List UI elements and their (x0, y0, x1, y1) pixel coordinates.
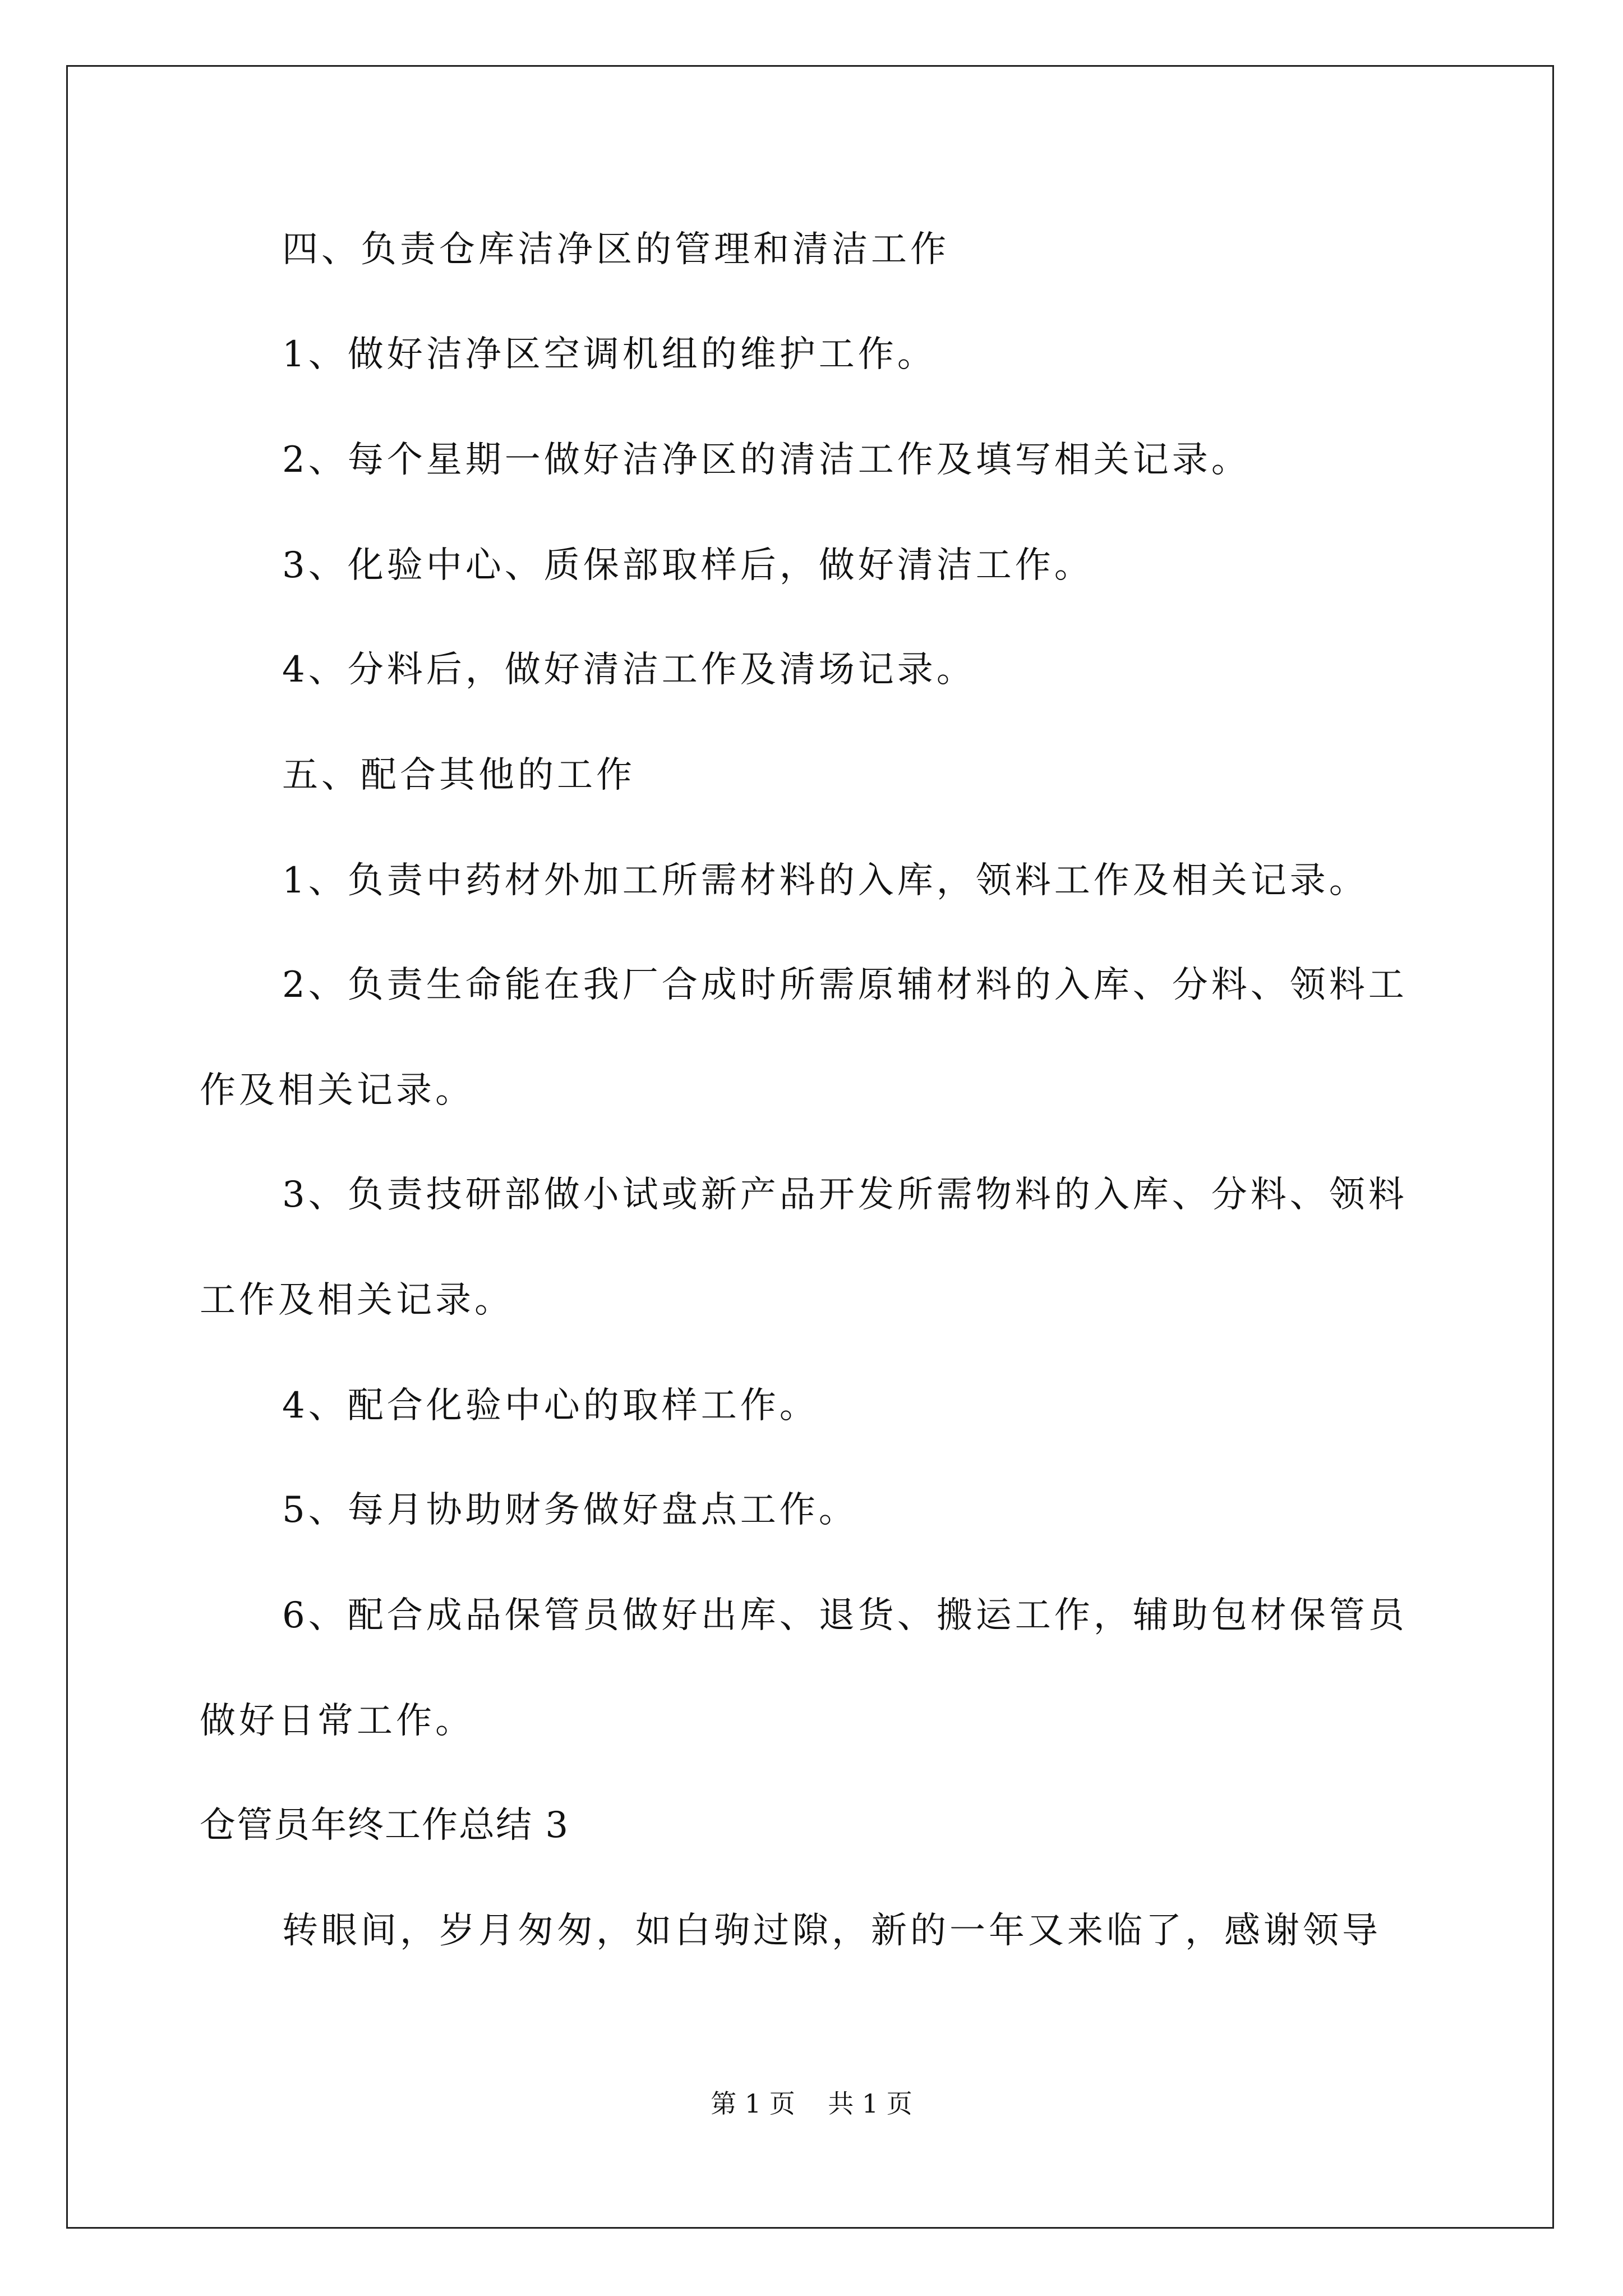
paragraph-line: 1、做好洁净区空调机组的维护工作。 (282, 334, 937, 375)
paragraph-line: 2、每个星期一做好洁净区的清洁工作及填写相关记录。 (282, 439, 1251, 481)
paragraph-line-continued: 做好日常工作。 (200, 1700, 474, 1742)
paragraph-line: 6、配合成品保管员做好出库、退货、搬运工作，辅助包材保管员 (282, 1595, 1408, 1636)
document-title: 仓管员年终工作总结 3 (200, 1805, 570, 1846)
section-heading-4: 四、负责仓库洁净区的管理和清洁工作 (282, 229, 949, 270)
section-heading-5: 五、配合其他的工作 (282, 754, 635, 796)
paragraph-line: 5、每月协助财务做好盘点工作。 (282, 1489, 858, 1531)
paragraph-line: 2、负责生命能在我厂合成时所需原辅材料的入库、分料、领料工 (282, 964, 1408, 1006)
paragraph-line: 1、负责中药材外加工所需材料的入库，领料工作及相关记录。 (282, 860, 1368, 901)
paragraph-line-continued: 工作及相关记录。 (200, 1280, 514, 1321)
paragraph-line: 3、化验中心、质保部取样后，做好清洁工作。 (282, 545, 1094, 586)
page-number-footer: 第 1 页 共 1 页 (711, 2088, 912, 2119)
paragraph-line: 4、配合化验中心的取样工作。 (282, 1385, 819, 1427)
page-border (66, 65, 1554, 2229)
paragraph-line: 转眼间，岁月匆匆，如白驹过隙，新的一年又来临了，感谢领导 (282, 1910, 1381, 1952)
paragraph-line: 3、负责技研部做小试或新产品开发所需物料的入库、分料、领料 (282, 1174, 1408, 1216)
paragraph-line-continued: 作及相关记录。 (200, 1070, 474, 1111)
paragraph-line: 4、分料后，做好清洁工作及清场记录。 (282, 649, 976, 691)
